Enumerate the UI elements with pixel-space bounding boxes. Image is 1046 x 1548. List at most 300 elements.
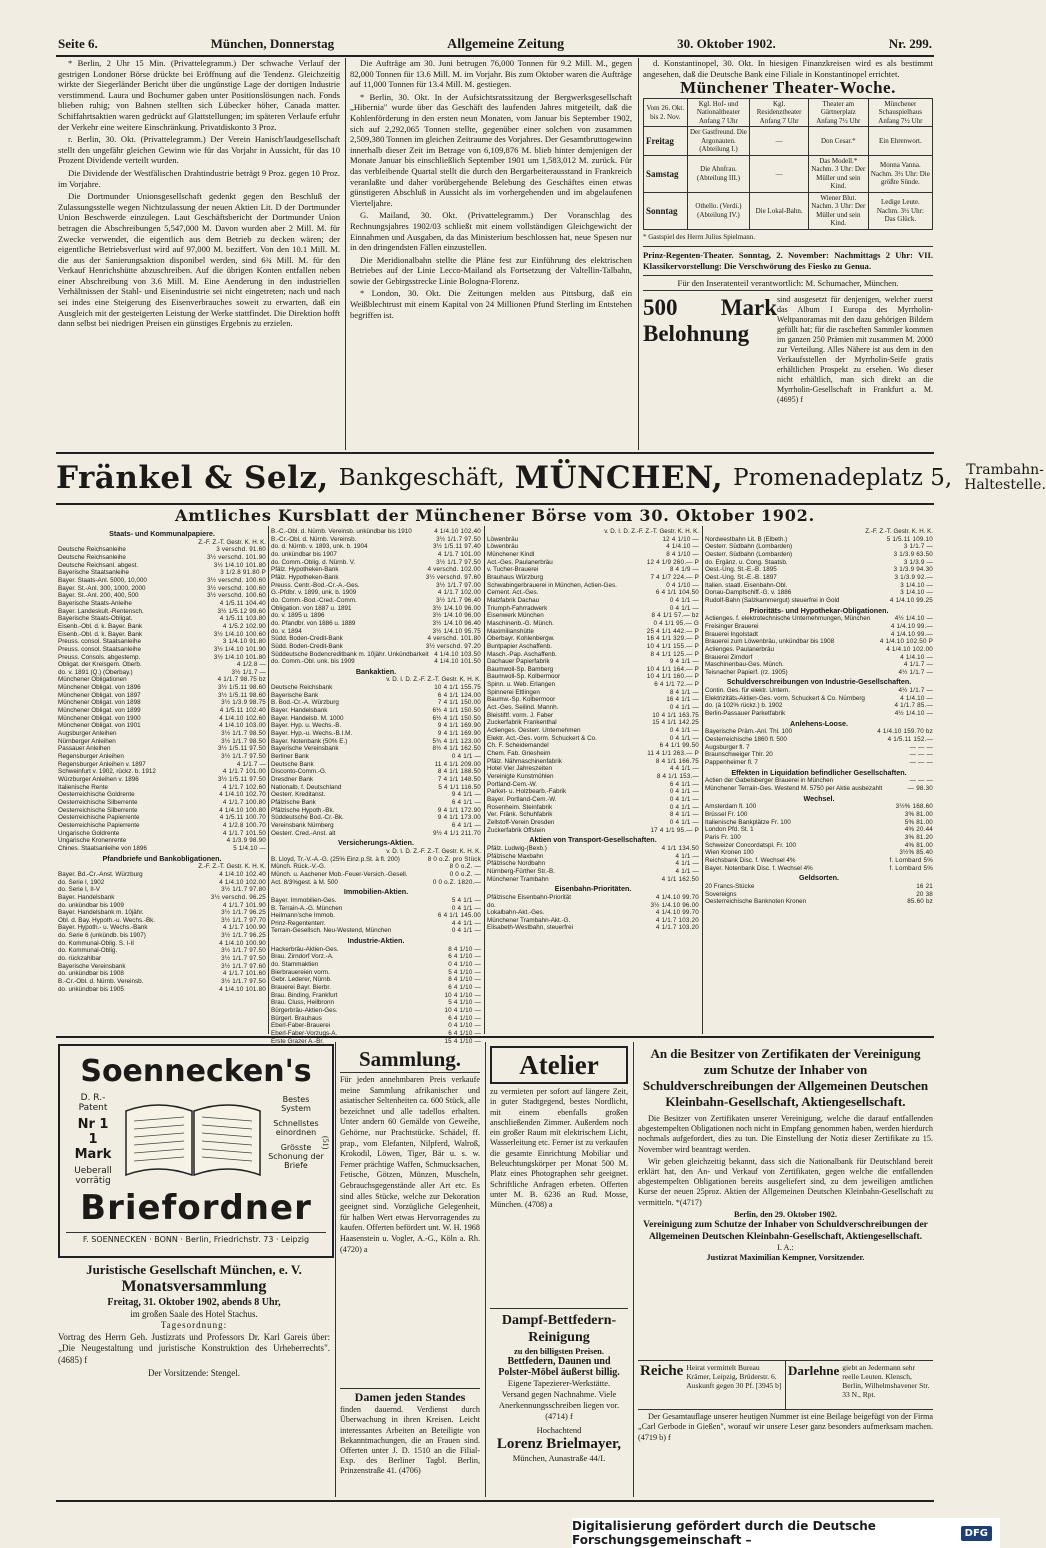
- kurs-security-name: Eberl-Faber-Vorzugs-A.: [271, 1030, 338, 1037]
- article-paragraph: Die Dividende der Westfälischen Drahtindustrie beträgt 9 Proz. gegen 10 Proz. im Vorjahre.: [58, 167, 340, 189]
- kurs-security-name: Dachauer Papierfabrik: [487, 658, 550, 666]
- kurs-quote: 3½ 1/1.7 97.50: [221, 753, 266, 761]
- kurs-security-name: Oest.-Ung. St.-E.-B. 1897: [705, 573, 777, 581]
- fraenkel-selz-banner: [56, 454, 1046, 502]
- kurs-row: [487, 876, 699, 884]
- theater-cell: Ledige Leute. Nachm. 3½ Uhr: Das Glück.: [868, 192, 932, 229]
- kurs-row: [487, 574, 699, 582]
- kurs-row: [58, 661, 266, 669]
- dampf-name: Lorenz Brielmayer,: [496, 1436, 622, 1453]
- konstantinopel-note: d. Konstantinopel, 30. Okt. In hiesigen Finanzkreisen wird es als bestimmt angesehen, daß die Deutsche Bank eine Filiale in Konstantinopel errichtet.: [643, 58, 933, 79]
- kurs-quote: 4 1/4.10 —: [900, 694, 933, 702]
- kurs-row: [271, 620, 481, 628]
- kurs-quote: 3½ 1/1.7 —: [231, 668, 266, 676]
- kurs-row: [271, 946, 481, 954]
- kurs-row: [487, 643, 699, 651]
- theater-day: Sonntag: [644, 192, 688, 229]
- kurs-quote: 3 1/3.9 63.50: [893, 550, 933, 558]
- kurs-row: [271, 566, 481, 574]
- kurs-security-name: Spinnerei Ettlingen: [487, 688, 540, 696]
- kurs-quote: 4 4 1/1 —: [451, 919, 481, 927]
- kurs-row: [705, 865, 933, 873]
- kurs-quote: 4 1/4.10 102.40: [434, 528, 481, 535]
- kurs-security-name: do. v. 1895 u. 1896: [271, 612, 325, 620]
- kurs-row: [271, 791, 481, 799]
- kurs-row: [705, 543, 933, 551]
- kurs-row: [58, 699, 266, 707]
- kurs-quote: 0 0 o.Z. —: [449, 870, 481, 878]
- theater-cell: —: [750, 155, 809, 192]
- kurs-quote: 3½ 1/4.10 95.75: [432, 627, 481, 635]
- kurs-quote: 4 1/1 —: [675, 852, 699, 860]
- kurs-quote: 4 1/1 —: [675, 867, 699, 875]
- kurs-quote: 3½ 1/1.7 97.60: [221, 962, 266, 970]
- kurs-security-name: do. rückzahlbar: [58, 955, 102, 963]
- kurs-row: [58, 932, 266, 940]
- kurs-security-name: do. unkündbar bis 1907: [271, 550, 337, 558]
- kurs-row: [58, 955, 266, 963]
- kurs-quote: 4 1/4.10 102.70: [219, 791, 266, 799]
- kurs-quote: 3% 81.20: [904, 833, 933, 841]
- kurs-security-name: Baumwoll-Sp. Kolbermoor: [487, 673, 561, 681]
- kurs-security-name: Brauhaus Würzburg: [487, 573, 543, 581]
- kurs-row: [705, 819, 933, 827]
- kurs-security-name: Münchener Terrain-Ges. Westend M. 5750 per Aktie ausbezahlt: [705, 785, 883, 792]
- kurs-row: [58, 909, 266, 917]
- page-header: [58, 36, 932, 54]
- kurs-row: [487, 559, 699, 567]
- soennecken-name: Soennecken's: [80, 1054, 312, 1089]
- kurs-security-name: Bürgerl. Brauhaus: [271, 1014, 322, 1022]
- belohnung-ad: [643, 295, 933, 405]
- kurs-security-name: Heilmann'sche Immob.: [271, 912, 335, 920]
- kurs-row: [271, 699, 481, 707]
- kurs-quote: — — —: [909, 759, 933, 767]
- article-paragraph: G. Mailand, 30. Okt. (Privattelegramm.) Der Voranschlag des Rechnungsjahres 1902/03 schließt mit einem vollständigen Gleichgewicht der Einnahmen und Ausgaben, da das Ministerium beschlossen hat, neue Spesen nur in den dringendsten Fällen einzustellen.: [350, 210, 632, 253]
- soennecken-ad: [58, 1044, 334, 1258]
- kurs-quote: 3 1/2.8 91.80 P: [220, 569, 266, 577]
- kurs-security-name: Augsburger Anleihen: [58, 730, 117, 738]
- kurs-row: [487, 819, 699, 827]
- kurs-column-header: Z.-F. Z.-T. Gestr. K. H. K.: [198, 538, 266, 546]
- theater-cell: Das Modell.* Nachm. 3 Uhr: Der Müller und sein Kind.: [808, 155, 868, 192]
- open-book-icon: [118, 1093, 268, 1183]
- kurs-security-name: Sovereigns: [705, 890, 737, 898]
- kurs-row: [487, 758, 699, 766]
- kurs-security-name: Elisabeth-Westbahn, steuerfrei: [487, 924, 573, 932]
- kurs-row: [705, 777, 933, 785]
- kurs-security-name: Rosenheim. Steinfabrik: [487, 803, 553, 811]
- kurs-security-name: Actien der Gabelsberger Brauerei in München: [705, 777, 834, 785]
- kurs-security-name: Pfälzische Maxbahn: [487, 852, 544, 860]
- kurs-quote: 0 4 1/1 —: [669, 795, 699, 803]
- kurs-security-name: do. Kommunal-Oblig. S. I-II: [58, 939, 134, 947]
- kurs-security-name: Südd. Boden-Credit-Bank: [271, 642, 343, 650]
- kurs-row: [58, 784, 266, 792]
- kurs-row: [271, 856, 481, 864]
- kurs-quote: 11 4 1/1 263.— P: [647, 750, 699, 758]
- kurs-quote: 4 1/4.10 103.00: [219, 722, 266, 730]
- kurs-row: [705, 883, 933, 891]
- kurs-security-name: Münch. u. Aachener Mob.-Feuer-Versich.-Gesell.: [271, 870, 408, 878]
- kurs-row: [705, 536, 933, 544]
- kurs-quote: 4 verschd. 101.80: [427, 635, 481, 643]
- kurs-section-title: Versicherungs-Aktien.: [338, 838, 414, 848]
- kurs-quote: 7 4 1/7 224.— P: [650, 573, 699, 581]
- kurs-security-name: Brauerei Zirndorf: [705, 653, 753, 661]
- kurs-row: [271, 715, 481, 723]
- kurs-quote: 8 4 1/10 —: [448, 976, 481, 984]
- kurs-row: [487, 845, 699, 853]
- reiche-title: Reiche: [640, 1363, 684, 1379]
- kurs-security-name: Pfälz. Hypotheken-Bank: [271, 566, 339, 574]
- kurs-quote: 3 1/3.9 94.30: [893, 566, 933, 574]
- kurs-row: [487, 788, 699, 796]
- kurs-quote: — — —: [909, 743, 933, 751]
- kurs-quote: 4 verschd. 102.00: [427, 566, 481, 574]
- kurs-security-name: Bayer. Portland-Cem.-W.: [487, 795, 557, 803]
- soennecken-availability: Ueberall vorrätig: [74, 1166, 112, 1186]
- kurs-security-name: do. Serie 6 (unkündb. bis 1907): [58, 932, 146, 940]
- kurs-quote: 15 4 1/10 —: [444, 1037, 481, 1045]
- kurs-row: [271, 830, 481, 838]
- kurs-quote: 3½ 1/4.10 96.40: [432, 619, 481, 627]
- kurs-quote: 4 1/1.7 101.90: [222, 901, 266, 909]
- kurs-quote: 8 4 1/1 57.— bz: [651, 612, 699, 620]
- kurs-security-name: Bayer. Bd.-Cr.-Anst. Würzburg: [58, 870, 143, 878]
- kurs-quote: 3% 81.00: [904, 810, 933, 818]
- kurs-quote: 7 4 1/1 150.00: [437, 699, 481, 707]
- kurs-row: [58, 924, 266, 932]
- kurs-quote: f. Lombard 5%: [889, 864, 933, 872]
- kurs-security-name: Oesterr. Kreditanst.: [271, 791, 326, 799]
- theater-head-cell: Kgl. Hof- und Nationaltheater Anfang 7 Uhr: [687, 98, 750, 127]
- atelier-title: Atelier: [490, 1046, 628, 1084]
- kurs-row: [487, 902, 699, 910]
- juris-subtitle: Monatsversammlung: [121, 1278, 267, 1295]
- kurs-security-name: Zuckerfabrik Frankenthal: [487, 719, 557, 727]
- kurs-quote: 3½% 168.60: [895, 803, 933, 811]
- kurs-row: [271, 969, 481, 977]
- kurs-row: [487, 635, 699, 643]
- kurs-security-name: Amsterdam fl. 100: [705, 803, 757, 811]
- kurs-security-name: Oesterreichische Goldrente: [58, 791, 135, 799]
- kurs-quote: 6 4 1/10 —: [448, 984, 481, 992]
- kurs-security-name: Bleistiftf. vorm. J. Faber: [487, 711, 554, 719]
- kurs-security-name: Augsburger fl. 7: [705, 743, 750, 751]
- kurs-quote: 3½ 1/4.10 96.00: [650, 901, 699, 909]
- kurs-row: [271, 905, 481, 913]
- kurs-security-name: Brüssel Fr. 100: [705, 810, 748, 818]
- kurs-security-name: do. Pfandbr. von 1886 u. 1889: [271, 619, 356, 627]
- dampf-address: München, Aunastraße 44/I.: [512, 1453, 606, 1464]
- kurs-quote: 8 4 1/10 —: [666, 550, 699, 558]
- paper-title: Allgemeine Zeitung: [447, 37, 565, 52]
- zertifikate-notice: [638, 1046, 933, 1356]
- kurs-security-name: B. Bod.-Cr.-A. Würzburg: [271, 699, 339, 707]
- kurs-section-title: Effekten in Liquidation befindlicher Gesellschaften.: [731, 767, 907, 777]
- theater-row: [644, 155, 933, 192]
- kurs-quote: 4 1/4.10 99.—: [890, 622, 933, 630]
- kurs-security-name: Actienges. Oesterr. Unternehmen: [487, 727, 581, 735]
- kurs-security-name: do. Serie I, II-V: [58, 886, 100, 894]
- kurs-row: [58, 947, 266, 955]
- kurs-row: [487, 868, 699, 876]
- kurs-quote: 3½ 1/4.10 96.00: [432, 612, 481, 620]
- kurs-row: [58, 978, 266, 986]
- kurs-security-name: Triumph-Fahrradwerk: [487, 604, 548, 612]
- kurs-row: [487, 597, 699, 605]
- kurs-security-name: Bürgerbräu-Aktien-Ges.: [271, 1007, 338, 1015]
- kurs-security-name: Italienische Bankplätze Fr. 100: [705, 818, 791, 826]
- beilage-text: Der Gesamtauflage unserer heutigen Nummer ist eine Beilage beigefügt von der Firma „Carl Gerbode in Gießen", worauf wir unsere Leser ganz besonders aufmerksam machen. (4719 b) f: [638, 1412, 933, 1442]
- kurs-row: [271, 707, 481, 715]
- kurs-row: [58, 776, 266, 784]
- kurs-row: [58, 822, 266, 830]
- kurs-security-name: Masch.-Pap. Aschaffenb.: [487, 650, 557, 658]
- kurs-row: [271, 528, 481, 536]
- kurs-quote: 3½ 1/5.11 97.40: [432, 543, 481, 551]
- kurs-quote: 3½ verschd. 101.90: [207, 553, 266, 561]
- beilage-notice: [638, 1412, 933, 1496]
- kurs-column-1: [58, 528, 266, 1032]
- kurs-row: [271, 574, 481, 582]
- sammlung-ad: [340, 1046, 480, 1382]
- kurs-quote: 10 4 1/1 163.75: [652, 711, 699, 719]
- kurs-quote: 6 4 1/10 —: [448, 1030, 481, 1037]
- kurs-row: [58, 554, 266, 562]
- kurs-row: [487, 765, 699, 773]
- kurs-quote: 6 4 1/1 —: [451, 821, 481, 829]
- kurs-row: [58, 592, 266, 600]
- kurs-row: [271, 628, 481, 636]
- kurs-row: [58, 761, 266, 769]
- kurs-security-name: Hackerbräu-Aktien-Ges.: [271, 945, 339, 953]
- kurs-row: [705, 597, 933, 605]
- kurs-row: [487, 689, 699, 697]
- kurs-row: [705, 687, 933, 695]
- kurs-row: [58, 845, 266, 853]
- kurs-row: [58, 623, 266, 631]
- kurs-security-name: Paris Fr. 100: [705, 833, 741, 841]
- kurs-row: [705, 638, 933, 646]
- kurs-row: [58, 837, 266, 845]
- kurs-row: [58, 791, 266, 799]
- kursblatt-title: Amtliches Kursblatt der Münchener Börse vom 30. Oktober 1902.: [175, 506, 815, 525]
- kurs-row: [487, 589, 699, 597]
- soennecken-price-block: [68, 1093, 118, 1186]
- kurs-row: [705, 631, 933, 639]
- kurs-row: [487, 551, 699, 559]
- juris-agenda: Vortrag des Herrn Geh. Justizrats und Professors Dr. Karl Gareis über: „Die Neugestaltung und juristische Konstruktion des Urheberrechts". (4685) f: [58, 1331, 330, 1365]
- kurs-security-name: Oesterreichische Papierrente: [58, 821, 140, 829]
- theater-day: Freitag: [644, 127, 688, 156]
- kurs-security-name: Pfälzische Bank: [271, 798, 316, 806]
- kurs-quote: 4 1/4.10 100.80: [219, 806, 266, 814]
- kurs-quote: 0 4 1/1 —: [451, 753, 481, 761]
- kurs-quote: 3½% 85.40: [899, 849, 933, 857]
- zertifikate-person: Justizrat Maximilian Kempner, Vorsitzender.: [706, 1253, 865, 1263]
- bank-city: MÜNCHEN,: [514, 460, 724, 496]
- kurs-security-name: Bayer. St.-Anl. 200, 400, 500: [58, 592, 139, 600]
- kurs-security-name: London Pfd. St. 1: [705, 826, 754, 834]
- theater-cell: Die Lokal-Bahn.: [750, 192, 809, 229]
- kurs-security-name: do. Ergänz. u. Cong. Staatsb.: [705, 558, 788, 566]
- zertifikate-title: An die Besitzer von Zertifikaten der Vereinigung zum Schutze der Inhaber von Schuldverschreibungen der Allgemeinen Deutschen Kleinbahn-Gesellschaft, Aktiengesellschaft.: [642, 1046, 929, 1109]
- kurs-security-name: do. (à 102% rückz.) b. 1902: [705, 702, 783, 710]
- kurs-row: [271, 984, 481, 992]
- kurs-quote: 4 1/2.8 100.70: [222, 821, 266, 829]
- kurs-security-name: Obl. d. Bay. Hypoth.-u. Wechs.-Bk.: [58, 916, 156, 924]
- soennecken-product: Briefordner: [80, 1188, 312, 1228]
- kurs-column-4: [705, 528, 933, 1032]
- kurs-row: [705, 811, 933, 819]
- kurs-row: [487, 719, 699, 727]
- kurs-row: [58, 886, 266, 894]
- kurs-section-title: Industrie-Aktien.: [347, 936, 405, 946]
- theater-cell: Die Ahnfrau. (Abteilung III.): [687, 155, 750, 192]
- kurs-security-name: do. v. 1894: [271, 627, 302, 635]
- kurs-row: [271, 822, 481, 830]
- kurs-security-name: Preuss. consol. Staatsanleihe: [58, 645, 141, 653]
- soennecken-code: (51): [321, 1136, 330, 1150]
- theater-head-cell: Theater am Gärtnerplatz Anfang 7½ Uhr: [808, 98, 868, 127]
- kurs-row: [705, 736, 933, 744]
- kurs-security-name: Portland-Cem.-W.: [487, 780, 538, 788]
- kurs-quote: 4 1/4.10 102.60: [219, 714, 266, 722]
- kurs-row: [58, 745, 266, 753]
- article-paragraph: Die Aufträge am 30. Juni betrugen 76,000 Tonnen für 9.2 Mill. M., gegen 82,000 Tonnen für 13.6 Mill. M. im Vorjahr. Bis zum Oktober waren die Aufträge auf 11,000 Tonnen für 13.4 Mill. M. gestiegen.: [350, 58, 632, 90]
- kurs-quote: 9½ 4 1/1 211.70: [432, 829, 481, 837]
- reiche-ad: [638, 1361, 786, 1409]
- kurs-quote: f. Lombard 5%: [889, 856, 933, 864]
- juris-agenda-title: Tagesordnung:: [160, 1320, 228, 1330]
- kurs-row: [271, 961, 481, 969]
- tram-stop: [964, 463, 1046, 493]
- theater-row: [644, 192, 933, 229]
- kurs-quote: 4 1/4.10 99.—: [890, 630, 933, 638]
- kurs-row: [705, 849, 933, 857]
- sammlung-text: Für jeden annehmbaren Preis verkaufe meine Sammlung afrikanischer und asiatischer Seltenheiten ca. 600 Stück, alle bezeichnet und alle tadellos erhalten. Unter andern 60 Gemälde von Geweihe, Gehörne, nur Prachtstücke. Schädel, ff. prap., vom Elefanten, Nilpferd, Walroß, Krokodil, Löwen, Tiger, Bär u. s. w. Ferner prächtige Waffen, Schmucksachen, Fetische, Götzen, Münzen, Muscheln, Gebrauchsgegenstände aller Art etc. Es sind alles Stücke, welche zur Dekoration geeignet sind. Vorzügliche Gelegenheit, für halben Wert etwas Hervorragendes zu kaufen. Offerten befördert unt. W. H. 1968 Haasenstein u. Vogler, A.-G., Köln a. Rh. (4720) a: [340, 1075, 480, 1254]
- kurs-security-name: Bayer. Immobilien-Ges.: [271, 896, 337, 904]
- kurs-security-name: Maximilianshütte: [487, 627, 534, 635]
- kurs-quote: 8½ 4 1/1 162.50: [432, 745, 481, 753]
- kurs-security-name: Brau. Zirndorf Vorz.-A.: [271, 953, 334, 961]
- kurs-quote: 6 4 1/1 99.50: [659, 742, 699, 750]
- kurs-row: [58, 707, 266, 715]
- kurs-row: [705, 898, 933, 906]
- section-rule: [56, 1036, 934, 1038]
- kurs-security-name: Preuss. consol. Staatsanleihe: [58, 638, 141, 646]
- kurs-row: [58, 807, 266, 815]
- kurs-quote: 6 4 1/10 —: [448, 1014, 481, 1022]
- kurs-security-name: Deutsche Reichsbank: [271, 684, 333, 692]
- kurs-security-name: Italienische Rente: [58, 783, 109, 791]
- kurs-security-name: Süddeutsche Bod.-Cr.-Bk.: [271, 814, 344, 822]
- kurs-row: [705, 834, 933, 842]
- kurs-row: [58, 753, 266, 761]
- kurs-security-name: Bayerische Bank: [271, 691, 319, 699]
- column-divider: [484, 526, 485, 1034]
- kurs-quote: 5 4 1/10 —: [448, 968, 481, 976]
- kurs-quote: 4 1/1.7 101.00: [437, 550, 481, 558]
- kurs-quote: 8 4 1/1 188.50: [437, 768, 481, 776]
- kurs-security-name: Preuss. Consols. abgestemp.: [58, 653, 141, 661]
- article-paragraph: Die Meridionalbahn stellte die Pläne fest zur Einführung des elektrischen Betriebes auf der Linie Lecco-Mailand als Fortsetzung der Valtellin-Talbahn, sowie der Gebirgsstrecke Linie Bologna-Florenz.: [350, 254, 632, 286]
- kurs-security-name: Gebr. Lederer, Nürnb.: [271, 976, 332, 984]
- issue-number: Nr. 299.: [888, 36, 932, 51]
- soennecken-claim: Bestes System: [281, 1095, 311, 1113]
- kurs-quote: 7 4 1/1 148.50: [437, 776, 481, 783]
- digitization-credit: [572, 1518, 1000, 1548]
- kurs-quote: 3½ 1/5.11 97.50: [217, 745, 266, 753]
- kurs-quote: 3½ verschd. 97.60: [425, 573, 481, 581]
- kurs-security-name: Italien. staatl. Eisenbahn-Obl.: [705, 581, 788, 589]
- kurs-row: [487, 628, 699, 636]
- kurs-column-header: v. D. I. D. Z.-F. Z.-T. Gestr. K. H. K.: [386, 676, 481, 684]
- kurs-row: [487, 773, 699, 781]
- kurs-row: [271, 776, 481, 784]
- kurs-row: [705, 751, 933, 759]
- article-paragraph: * London, 30. Okt. Die Zeitungen melden aus Pittsburg, daß ein Weißblechtrust mit einem Kapital von 24 Millionen Pfund Sterling im Entstehen begriffen ist.: [350, 288, 632, 320]
- kurs-quote: 4 1/2.8 —: [236, 661, 266, 669]
- kurs-security-name: Act.-Ges. Seilind. Mannh.: [487, 704, 559, 712]
- kurs-security-name: Prinz-Regententerr.: [271, 919, 326, 927]
- kurs-row: [487, 804, 699, 812]
- kurs-security-name: Ungarische Kronenrente: [58, 837, 127, 845]
- kurs-quote: 0 4 1/10 —: [448, 1022, 481, 1030]
- kurs-quote: 6 4 1/1 124.00: [437, 691, 481, 699]
- kurs-security-name: Münchener Obligat. von 1896: [58, 684, 141, 692]
- kurs-quote: 3½ 1/1.7 97.50: [221, 978, 266, 986]
- kurs-quote: 4 1/4.10 —: [900, 653, 933, 661]
- kurs-security-name: do. unkündbar bis 1909: [58, 901, 124, 909]
- credit-text: Digitalisierung gefördert durch die Deutsche Forschungsgemeinschaft –: [572, 1519, 876, 1547]
- kurs-security-name: Pfälzische Hypoth.-Bk.: [271, 806, 335, 814]
- kurs-quote: 4 1/4.10 99.70: [655, 909, 699, 917]
- kurs-quote: 4 1/1.7 101.50: [222, 829, 266, 837]
- kurs-security-name: Bayer. Notenbank (50% E.): [271, 737, 348, 745]
- kurs-row: [58, 799, 266, 807]
- kurs-security-name: Pfälz. Hypotheken-Bank: [271, 573, 339, 581]
- kurs-quote: 4 1/1.7 102.00: [437, 589, 481, 597]
- kurs-security-name: Münchener Obligat. von 1900: [58, 714, 141, 722]
- kurs-security-name: Act. 8/3%gest. à M. 500: [271, 878, 338, 886]
- juris-when: Freitag, 31. Oktober 1902, abends 8 Uhr,: [107, 1297, 281, 1308]
- kurs-security-name: Münchener Obligat. von 1898: [58, 699, 141, 707]
- kurs-row: [487, 742, 699, 750]
- kurs-row: [271, 879, 481, 887]
- kurs-row: [487, 894, 699, 902]
- kurs-row: [271, 999, 481, 1007]
- kurs-security-name: Bayer. Handelsb. M. 1000: [271, 714, 344, 722]
- kurs-security-name: Oesterr. Südbahn (Lombarden): [705, 550, 793, 558]
- kurs-security-name: Braunschweiger Thlr. 20: [705, 751, 773, 759]
- kurs-row: [271, 1007, 481, 1015]
- kurs-quote: 9 4 1/1 169.90: [437, 730, 481, 738]
- dampf-line: Eigene Tapezierer-Werkstätte.: [507, 1378, 611, 1389]
- kurs-row: [487, 605, 699, 613]
- kurs-quote: 3½ 1/3.9 98.75: [221, 699, 266, 707]
- kurs-row: [58, 830, 266, 838]
- column-finance-2: [350, 58, 632, 448]
- kurs-quote: 4 1/4.10 102.40: [219, 870, 266, 878]
- kurs-security-name: Ungarische Goldrente: [58, 829, 120, 837]
- kurs-row: [705, 623, 933, 631]
- kurs-row: [58, 871, 266, 879]
- kurs-quote: 4 1/1.7 101.00: [222, 768, 266, 776]
- zertifikate-signature: Vereinigung zum Schutze der Inhaber von Schuldverschreibungen der Allgemeinen Deutschen Kleinbahn-Gesellschaft, Aktiengesellschaft.: [643, 1220, 928, 1242]
